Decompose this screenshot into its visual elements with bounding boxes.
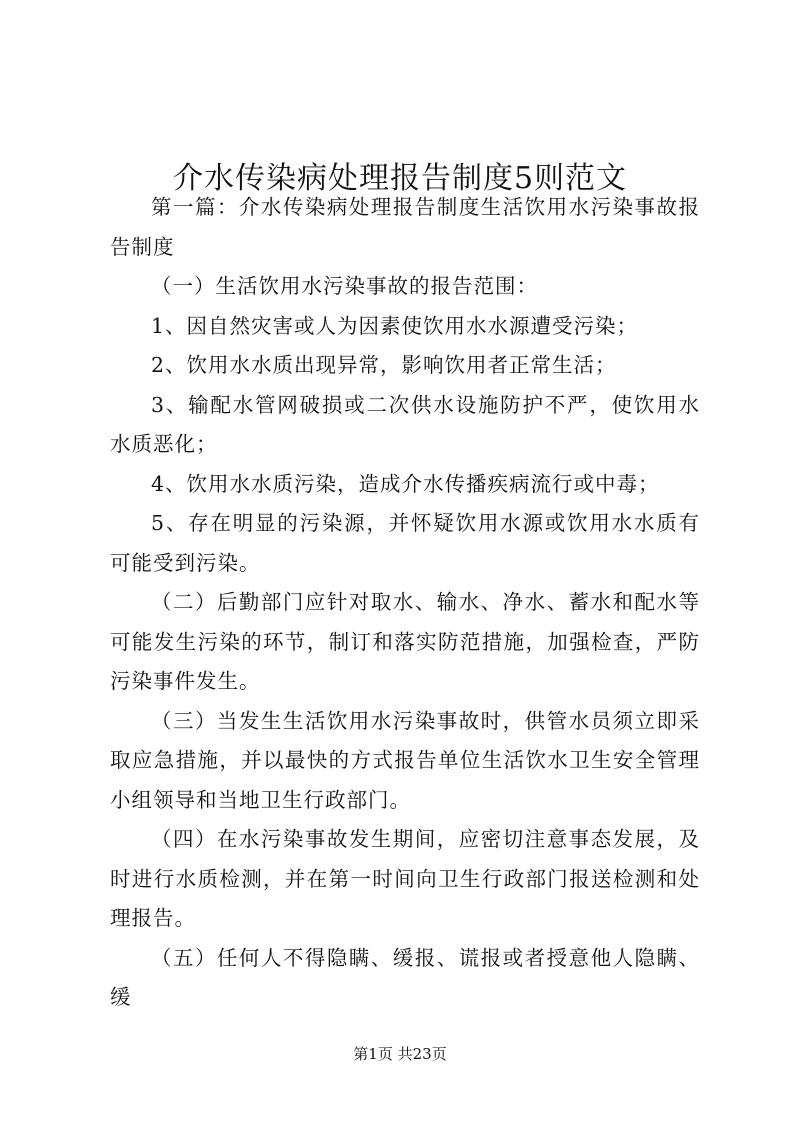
page-footer bbox=[0, 1044, 800, 1064]
paragraph-2: （一）生活饮用水污染事故的报告范围： bbox=[151, 274, 538, 298]
paragraph-10: （四）在水污染事故发生期间，应密切注意事态发展，及时进行水质检测，并在第一时间向卫生行政部门报送检测和处理报告。 bbox=[110, 827, 700, 930]
paragraph-7: 5、存在明显的污染源，并怀疑饮用水源或饮用水水质有可能受到污染。 bbox=[110, 511, 700, 575]
paragraph-3: 1、因自然灾害或人为因素使饮用水水源遭受污染； bbox=[151, 313, 639, 338]
document-title: 介水传染病处理报告制度5则范文 bbox=[172, 161, 628, 197]
paragraph-4: 2、饮用水水质出现异常，影响饮用者正常生活； bbox=[151, 353, 617, 377]
paragraph-6: 4、饮用水水质污染，造成介水传播疾病流行或中毒； bbox=[151, 471, 660, 496]
paragraph-5: 3、输配水管网破损或二次供水设施防护不严，使饮用水水质恶化； bbox=[110, 392, 700, 456]
paragraph-8: （二）后勤部门应针对取水、输水、净水、蓄水和配水等可能发生污染的环节，制订和落实防范措施，加强检查，严防污染事件发生。 bbox=[110, 590, 700, 693]
page-indicator: 第1页 共23页 bbox=[353, 1045, 447, 1063]
paragraph-1: 第一篇：介水传染病处理报告制度生活饮用水污染事故报告制度 bbox=[110, 195, 700, 259]
paragraph-11: （五）任何人不得隐瞒、缓报、谎报或者授意他人隐瞒、缓 bbox=[110, 945, 700, 1009]
document-body bbox=[110, 188, 700, 1018]
paragraph-9: （三）当发生生活饮用水污染事故时，供管水员须立即采取应急措施，并以最快的方式报告单位生活饮水卫生安全管理小组领导和当地卫生行政部门。 bbox=[110, 708, 700, 812]
